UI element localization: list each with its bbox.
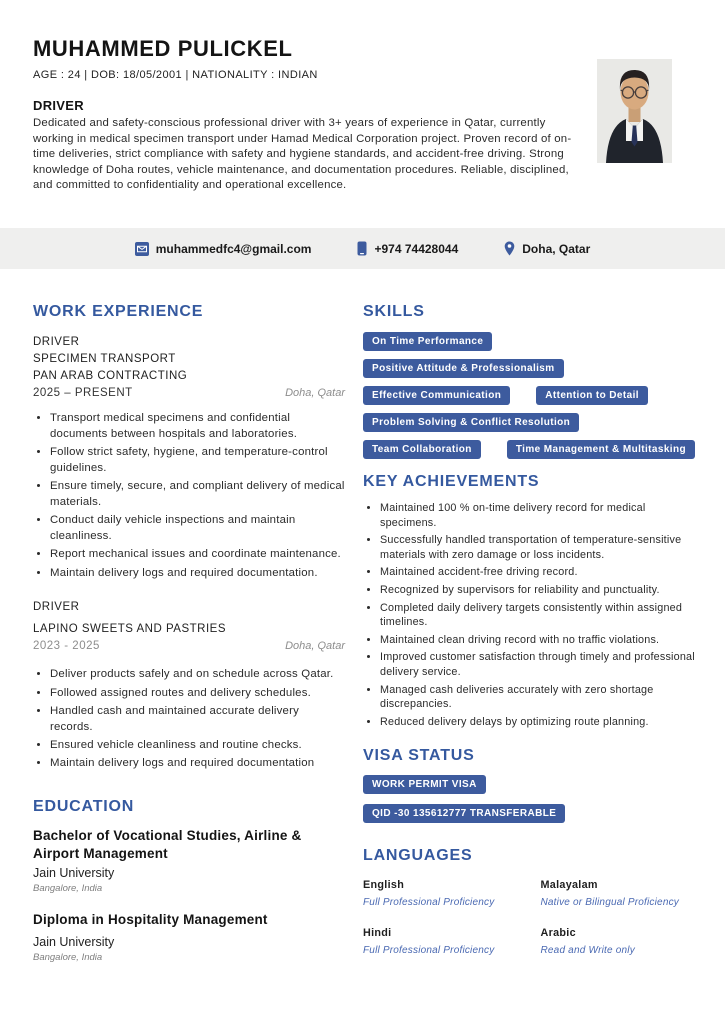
badge-row bbox=[363, 804, 700, 823]
school-name: Jain University bbox=[33, 935, 115, 950]
language-proficiency: Full Professional Proficiency bbox=[363, 897, 495, 909]
email-icon bbox=[135, 242, 149, 256]
job-bullets bbox=[37, 411, 345, 581]
location-pin-icon bbox=[504, 241, 515, 256]
bullet-item: • Maintain delivery logs and required documentation. bbox=[50, 566, 345, 582]
achievement-item: • Maintained accident-free driving record. bbox=[380, 565, 700, 580]
profile-photo-illustration bbox=[597, 59, 672, 163]
bullet-item: • Follow strict safety, hygiene, and temperature-control guidelines. bbox=[50, 445, 345, 477]
language-name: Hindi bbox=[363, 927, 392, 940]
job-entry bbox=[33, 599, 345, 772]
achievement-item: • Improved customer satisfaction through timely and professional delivery service. bbox=[380, 650, 700, 679]
badge-row bbox=[363, 413, 700, 432]
job-dates: 2023 - 2025 bbox=[33, 640, 100, 653]
school-location: Bangalore, India bbox=[33, 883, 103, 895]
skill-badge: On Time Performance bbox=[363, 332, 492, 351]
achievements-list bbox=[367, 501, 700, 729]
skill-badge: Team Collaboration bbox=[363, 440, 481, 459]
job-entry bbox=[33, 334, 345, 581]
job-bullets bbox=[37, 667, 345, 772]
job-company: PAN ARAB CONTRACTING bbox=[33, 370, 188, 382]
bullet-item: • Maintain delivery logs and required documentation bbox=[50, 756, 345, 772]
person-name: MUHAMMED PULICKEL bbox=[33, 36, 293, 61]
language-name: Malayalam bbox=[540, 879, 598, 892]
education-entry bbox=[33, 911, 345, 963]
degree-title: Bachelor of Vocational Studies, Airline & Airport Management bbox=[33, 828, 302, 862]
skill-badge: Problem Solving & Conflict Resolution bbox=[363, 413, 579, 432]
job-title: DRIVER bbox=[33, 601, 80, 614]
degree-title: Diploma in Hospitality Management bbox=[33, 912, 268, 928]
job-location: Doha, Qatar bbox=[285, 640, 345, 653]
language-name: Arabic bbox=[540, 927, 576, 940]
profile-photo bbox=[597, 59, 672, 163]
job-subtitle: SPECIMEN TRANSPORT bbox=[33, 353, 176, 365]
job-company: LAPINO SWEETS AND PASTRIES bbox=[33, 623, 226, 636]
bullet-item: • Transport medical specimens and confidential documents between hospitals and laboratories. bbox=[50, 411, 345, 443]
bullet-item: • Followed assigned routes and delivery schedules. bbox=[50, 686, 345, 702]
language-entry bbox=[541, 879, 701, 908]
achievement-item: • Maintained clean driving record with no traffic violations. bbox=[380, 633, 700, 648]
language-name: English bbox=[363, 879, 405, 892]
visa-badge: QID -30 135612777 TRANSFERABLE bbox=[363, 804, 565, 823]
visa-status-heading: VISA STATUS bbox=[363, 747, 475, 765]
achievement-item: • Managed cash deliveries accurately with zero shortage discrepancies. bbox=[380, 683, 700, 712]
contact-bar bbox=[0, 228, 725, 269]
contact-location bbox=[504, 241, 590, 256]
contact-phone bbox=[357, 241, 458, 256]
contact-email bbox=[135, 242, 312, 256]
job-meta bbox=[33, 638, 345, 655]
skills-heading: SKILLS bbox=[363, 303, 425, 320]
education-entry bbox=[33, 827, 345, 894]
language-entry bbox=[363, 927, 523, 956]
achievement-item: • Successfully handled transportation of temperature-sensitive materials with zero damage or loss incidents. bbox=[380, 533, 700, 562]
school-name: Jain University bbox=[33, 866, 115, 881]
bullet-item: • Report mechanical issues and coordinate maintenance. bbox=[50, 547, 345, 563]
skill-badge: Effective Communication bbox=[363, 386, 510, 405]
language-entry bbox=[363, 879, 523, 908]
bullet-item: • Conduct daily vehicle inspections and maintain cleanliness. bbox=[50, 513, 345, 545]
header bbox=[0, 0, 725, 228]
skills-badges bbox=[363, 332, 700, 459]
badge-row bbox=[363, 440, 700, 459]
left-column bbox=[33, 303, 345, 963]
contact-phone-text: +974 74428044 bbox=[374, 241, 459, 256]
contact-email-text: muhammedfc4@gmail.com bbox=[155, 241, 312, 256]
content-columns bbox=[0, 269, 725, 963]
skill-badge: Time Management & Multitasking bbox=[507, 440, 695, 459]
achievement-item: • Maintained 100 % on-time delivery record for medical specimens. bbox=[380, 501, 700, 530]
bullet-item: • Handled cash and maintained accurate delivery records. bbox=[50, 704, 345, 736]
badge-row bbox=[363, 359, 700, 378]
headline-job-title: DRIVER bbox=[33, 98, 84, 113]
education-heading: EDUCATION bbox=[33, 798, 135, 816]
visa-badge: WORK PERMIT VISA bbox=[363, 775, 486, 794]
badge-row bbox=[363, 386, 700, 405]
work-experience-heading: WORK EXPERIENCE bbox=[33, 303, 204, 320]
achievement-item: • Completed daily delivery targets consistently within assigned timelines. bbox=[380, 601, 700, 630]
language-proficiency: Full Professional Proficiency bbox=[363, 945, 495, 957]
language-proficiency: Read and Write only bbox=[540, 945, 635, 957]
phone-icon bbox=[357, 241, 367, 256]
person-meta: AGE : 24 | DOB: 18/05/2001 | NATIONALITY : INDIAN bbox=[33, 69, 318, 81]
bullet-item: • Deliver products safely and on schedule across Qatar. bbox=[50, 667, 345, 683]
skill-badge: Positive Attitude & Professionalism bbox=[363, 359, 564, 378]
language-entry bbox=[541, 927, 701, 956]
right-column bbox=[363, 303, 700, 963]
badge-row bbox=[363, 332, 700, 351]
job-location: Doha, Qatar bbox=[285, 387, 345, 399]
bullet-item: • Ensure timely, secure, and compliant delivery of medical materials. bbox=[50, 479, 345, 511]
language-proficiency: Native or Bilingual Proficiency bbox=[540, 897, 679, 909]
job-title: DRIVER bbox=[33, 336, 80, 348]
bullet-item: • Ensured vehicle cleanliness and routine checks. bbox=[50, 738, 345, 754]
key-achievements-heading: KEY ACHIEVEMENTS bbox=[363, 473, 540, 490]
achievement-item: • Recognized by supervisors for reliability and punctuality. bbox=[380, 583, 700, 598]
visa-badges bbox=[363, 775, 700, 823]
languages-heading: LANGUAGES bbox=[363, 847, 473, 865]
achievement-item: • Reduced delivery delays by optimizing route planning. bbox=[380, 715, 700, 730]
languages-grid bbox=[363, 879, 700, 956]
badge-row bbox=[363, 775, 700, 794]
skill-badge: Attention to Detail bbox=[536, 386, 648, 405]
profile-summary: Dedicated and safety-conscious professional driver with 3+ years of experience in Qatar, currently working in medical specimen transport under Hamad Medical Corporation project. Proven record of on-time deliveries, strict compliance with safety and hygiene standards, and accident-free driving. Strong knowledge of Doha routes, vehicle maintenance, and documentation procedures. Reliable, disciplined, and committed to confidentiality and operational excellence. bbox=[33, 117, 572, 192]
job-dates: 2025 – PRESENT bbox=[33, 387, 133, 399]
job-meta bbox=[33, 385, 345, 402]
school-location: Bangalore, India bbox=[33, 952, 103, 964]
contact-location-text: Doha, Qatar bbox=[522, 241, 591, 256]
